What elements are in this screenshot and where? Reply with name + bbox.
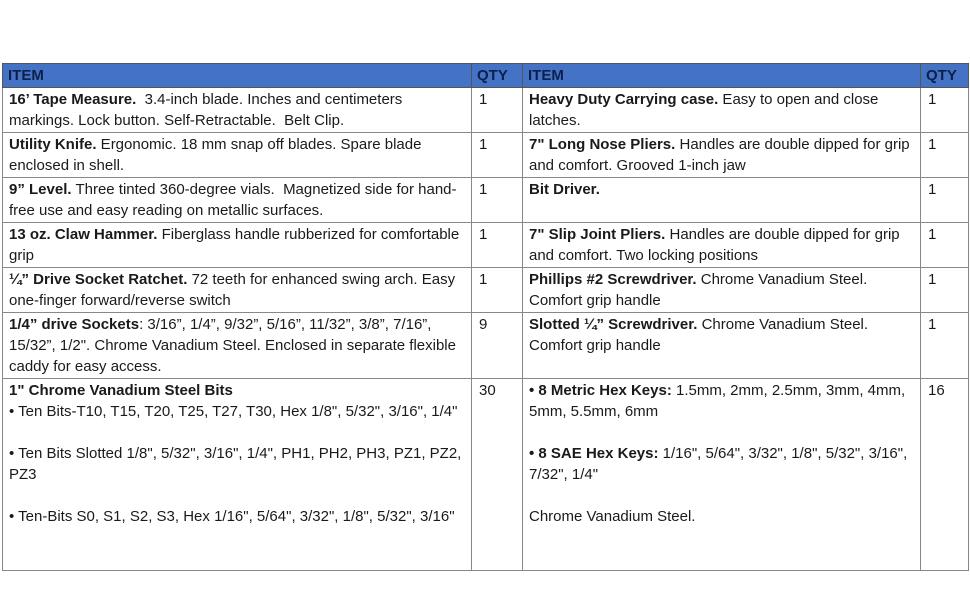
header-qty-left: QTY (472, 64, 523, 88)
item-description: Chrome Vanadium Steel. Comfort grip handle (529, 271, 868, 309)
header-item-left: ITEM (3, 64, 472, 88)
item-cell (3, 88, 472, 133)
item-cell (3, 379, 472, 571)
table-row (3, 223, 969, 268)
table-row (3, 268, 969, 313)
item-name: Slotted ¼” Screwdriver. (529, 316, 698, 333)
qty-cell: 1 (921, 223, 969, 268)
qty-cell: 1 (472, 223, 523, 268)
item-description: 1/16", 5/64", 3/32", 1/8", 5/32", 3/16", 7/32", 1/4" (529, 445, 908, 483)
header-item-right: ITEM (523, 64, 921, 88)
item-name: • 8 Metric Hex Keys: (529, 382, 672, 399)
item-cell (3, 268, 472, 313)
table-row (3, 379, 969, 571)
bit-set-line: • Ten-Bits S0, S1, S2, S3, Hex 1/16", 5/64", 3/32", 1/8", 5/32", 3/16" (9, 508, 455, 525)
qty-cell: 16 (921, 379, 969, 571)
item-name: ¼” Drive Socket Ratchet. (9, 271, 188, 288)
item-description: Handles are double dipped for grip and comfort. Two locking positions (529, 226, 900, 264)
item-description: 72 teeth for enhanced swing arch. Easy one-finger forward/reverse switch (9, 271, 456, 309)
item-name: 16’ Tape Measure. (9, 91, 137, 108)
sae-hex-keys (529, 443, 915, 485)
item-cell (523, 313, 921, 379)
spacer (9, 422, 466, 443)
qty-cell: 30 (472, 379, 523, 571)
item-cell (523, 88, 921, 133)
item-description: Fiberglass handle rubberized for comfortable grip (9, 226, 460, 264)
item-cell (3, 223, 472, 268)
header-row (3, 64, 969, 88)
item-name: 9” Level. (9, 181, 72, 198)
bit-set-line: • Ten Bits Slotted 1/8", 5/32", 3/16", 1/4", PH1, PH2, PH3, PZ1, PZ2, PZ3 (9, 445, 462, 483)
qty-cell: 1 (472, 178, 523, 223)
item-cell (523, 133, 921, 178)
item-description: 3.4-inch blade. Inches and centimeters markings. Lock button. Self-Retractable. Belt Clip. (9, 91, 407, 129)
item-name: Utility Knife. (9, 136, 97, 153)
bit-set-line: • Ten Bits-T10, T15, T20, T25, T27, T30, Hex 1/8", 5/32", 3/16", 1/4" (9, 403, 458, 420)
item-cell (3, 313, 472, 379)
qty-cell: 1 (472, 88, 523, 133)
metric-hex-keys (529, 380, 915, 422)
spacer (529, 485, 915, 506)
qty-cell: 1 (472, 133, 523, 178)
header-qty-right: QTY (921, 64, 969, 88)
item-cell (523, 268, 921, 313)
item-cell (523, 379, 921, 571)
qty-cell: 1 (921, 313, 969, 379)
table-row (3, 178, 969, 223)
item-cell (523, 178, 921, 223)
item-name: 1" Chrome Vanadium Steel Bits (9, 382, 233, 399)
item-description: 1.5mm, 2mm, 2.5mm, 3mm, 4mm, 5mm, 5.5mm, 6mm (529, 382, 906, 420)
item-description: : 3/16”, 1/4”, 9/32”, 5/16”, 11/32”, 3/8”, 7/16”, 15/32”, 1/2". Chrome Vanadium Steel. Enclosed in separate flexible caddy for easy access. (9, 316, 456, 375)
item-name: 13 oz. Claw Hammer. (9, 226, 158, 243)
item-description: Ergonomic. 18 mm snap off blades. Spare blade enclosed in shell. (9, 136, 422, 174)
item-cell (523, 223, 921, 268)
table-row (3, 88, 969, 133)
qty-cell: 1 (472, 268, 523, 313)
table-row (3, 313, 969, 379)
qty-cell: 1 (921, 133, 969, 178)
qty-cell: 9 (472, 313, 523, 379)
item-name: • 8 SAE Hex Keys: (529, 445, 659, 462)
item-cell (3, 133, 472, 178)
qty-cell: 1 (921, 268, 969, 313)
item-name: 1/4” drive Sockets (9, 316, 140, 333)
item-description: Easy to open and close latches. (529, 91, 879, 129)
qty-cell: 1 (921, 178, 969, 223)
item-name: Bit Driver. (529, 181, 600, 198)
tool-list-table (2, 63, 969, 571)
item-name: Phillips #2 Screwdriver. (529, 271, 697, 288)
material-note: Chrome Vanadium Steel. (529, 508, 696, 525)
item-description: Chrome Vanadium Steel. Comfort grip handle (529, 316, 869, 354)
item-description: Three tinted 360-degree vials. Magnetized side for hand-free use and easy reading on metallic surfaces. (9, 181, 457, 219)
item-name: 7" Long Nose Pliers. (529, 136, 676, 153)
spacer (9, 485, 466, 506)
table-row (3, 133, 969, 178)
spacer (529, 422, 915, 443)
item-name: Heavy Duty Carrying case. (529, 91, 719, 108)
item-description: Handles are double dipped for grip and comfort. Grooved 1-inch jaw (529, 136, 910, 174)
item-cell (3, 178, 472, 223)
item-name: 7" Slip Joint Pliers. (529, 226, 666, 243)
qty-cell: 1 (921, 88, 969, 133)
